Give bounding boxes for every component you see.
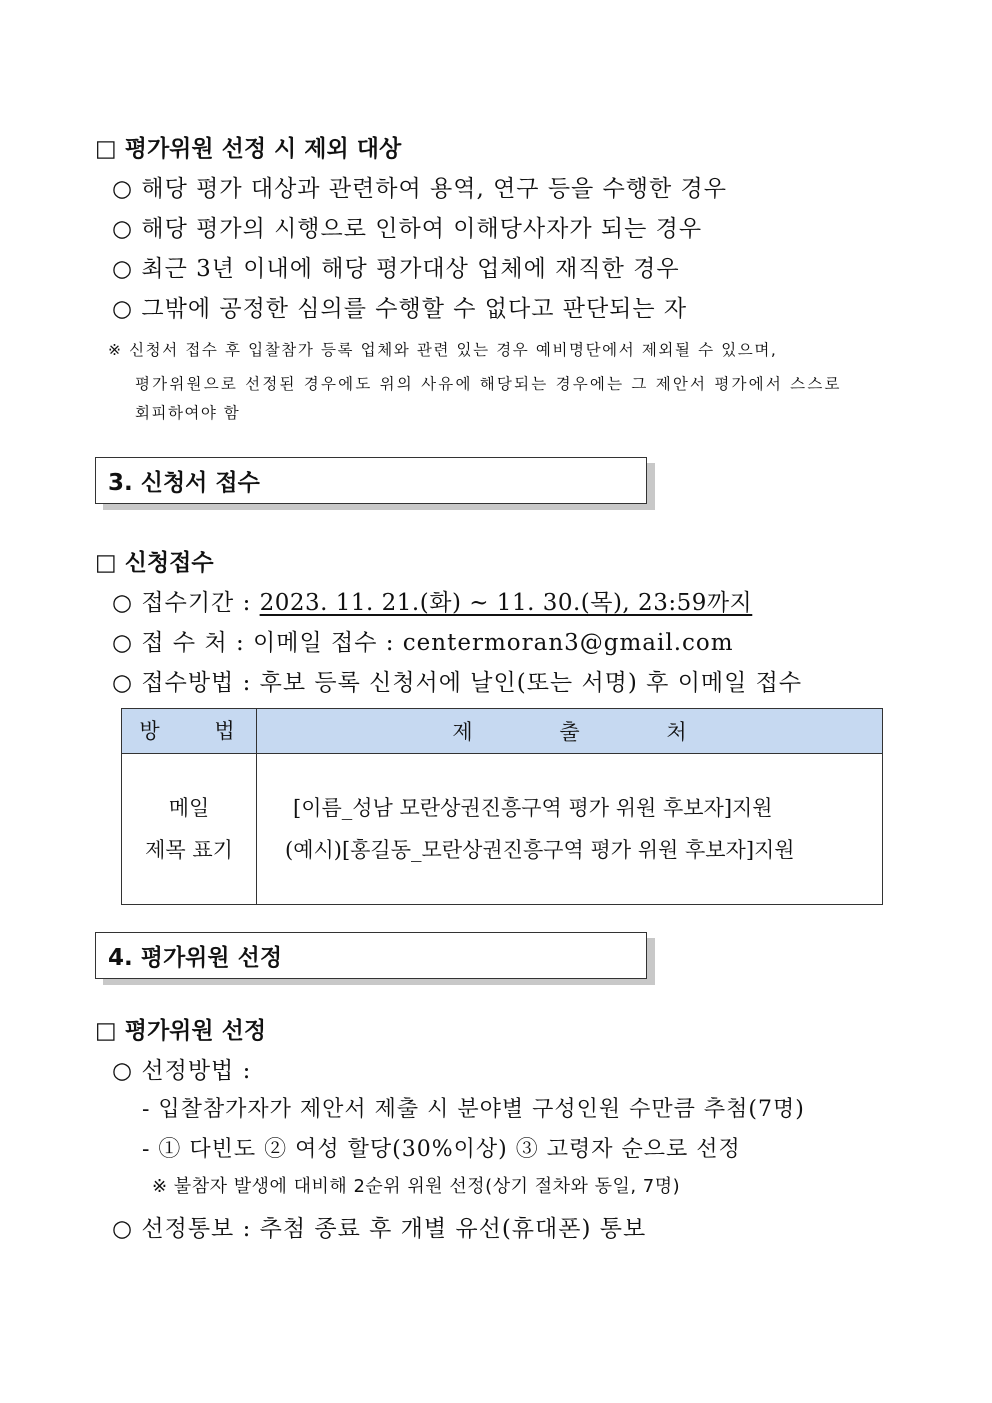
exclusion-note-line3: 회피하여야 함 [135, 404, 241, 422]
table-header-row [122, 709, 883, 754]
exclusion-item: ○ 최근 3년 이내에 해당 평가대상 업체에 재직한 경우 [112, 256, 680, 282]
section3-title: 3. 신청서 접수 [95, 457, 647, 504]
method-line1: 메일 [168, 796, 210, 820]
table-header-method: 방 법 [122, 709, 257, 754]
table-cell-method [122, 754, 257, 905]
exclusion-item: ○ 그밖에 공정한 심의를 수행할 수 없다고 판단되는 자 [112, 296, 688, 322]
exclusion-note-line2: 평가위원으로 선정된 경우에도 위의 사유에 해당되는 경우에는 그 제안서 평가에서 스스로 [135, 375, 842, 393]
selection-dash1: - 입찰참가자가 제안서 제출 시 분야별 구성인원 수만큼 추첨(7명) [142, 1097, 805, 1122]
method-row: ○ 접수방법 : 후보 등록 신청서에 날인(또는 서명) 후 이메일 접수 [112, 670, 803, 696]
selection-method-label: ○ 선정방법 : [112, 1058, 252, 1084]
destination-line2: (예시)[홍길동_모란상권진흥구역 평가 위원 후보자]지원 [285, 838, 795, 862]
exclusion-heading: □ 평가위원 선정 시 제외 대상 [95, 136, 402, 162]
section4-heading: □ 평가위원 선정 [95, 1018, 267, 1044]
submission-table [121, 708, 883, 905]
section3-heading: □ 신청접수 [95, 550, 214, 576]
selection-notify: ○ 선정통보 : 추첨 종료 후 개별 유선(휴대폰) 통보 [112, 1216, 647, 1242]
period-label: ○ 접수기간 : [112, 590, 260, 616]
selection-note: ※ 불참자 발생에 대비해 2순위 위원 선정(상기 절차와 동일, 7명) [152, 1176, 681, 1197]
table-cell-destination [257, 754, 883, 905]
table-header-destination: 제 출 처 [257, 709, 883, 754]
exclusion-note-line1: ※ 신청서 접수 후 입찰참가 등록 업체와 관련 있는 경우 예비명단에서 제외될 수 있으며, [108, 341, 778, 359]
destination-line1: [이름_성남 모란상권진흥구역 평가 위원 후보자]지원 [293, 796, 773, 820]
period-value: 2023. 11. 21.(화) ~ 11. 30.(목), 23:59까지 [259, 590, 753, 616]
place-row: ○ 접 수 처 : 이메일 접수 : centermoran3@gmail.com [112, 630, 734, 656]
exclusion-item: ○ 해당 평가 대상과 관련하여 용역, 연구 등을 수행한 경우 [112, 176, 727, 202]
period-row [112, 584, 752, 617]
exclusion-item: ○ 해당 평가의 시행으로 인하여 이해당사자가 되는 경우 [112, 216, 703, 242]
table-row [122, 754, 883, 905]
method-line2: 제목 표기 [145, 838, 233, 862]
section4-title: 4. 평가위원 선정 [95, 932, 647, 979]
selection-dash2: - ① 다빈도 ② 여성 할당(30%이상) ③ 고령자 순으로 선정 [142, 1137, 741, 1162]
